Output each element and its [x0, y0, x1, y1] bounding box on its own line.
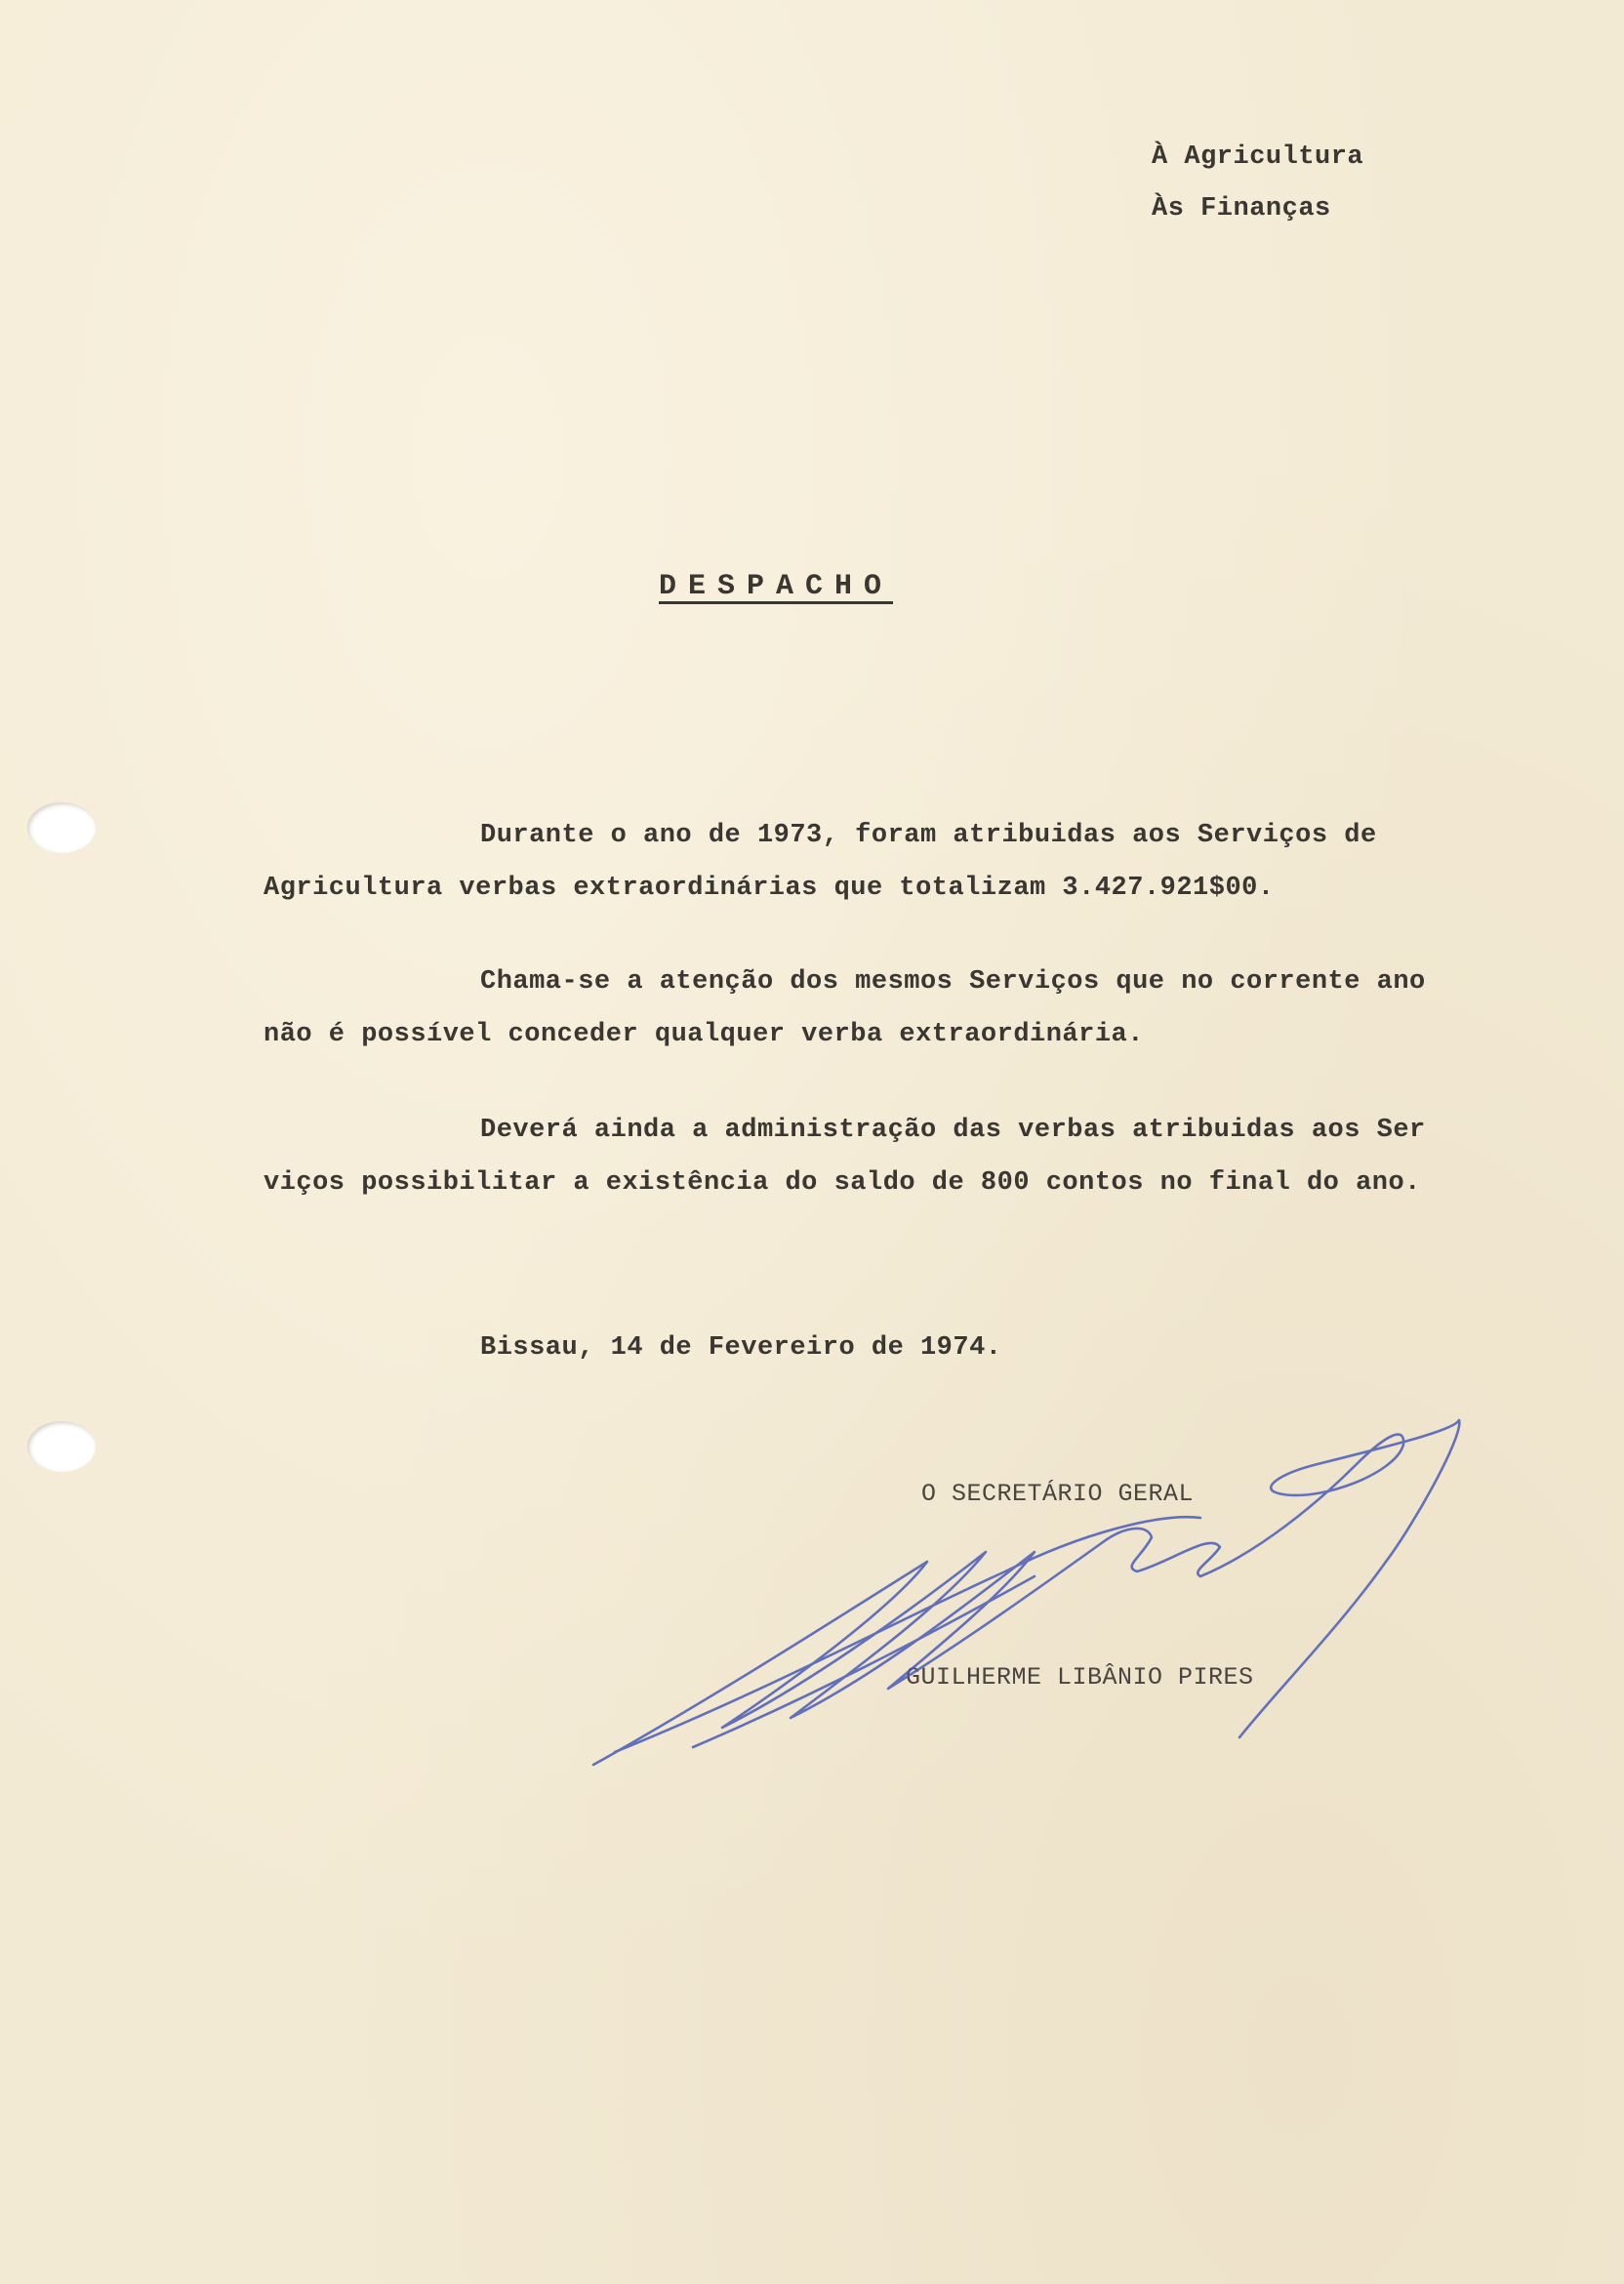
paragraph-2	[264, 969, 1513, 1048]
date-line: Bissau, 14 de Fevereiro de 1974.	[480, 1333, 1002, 1363]
punch-hole	[27, 802, 96, 853]
signatory-title: O SECRETÁRIO GERAL	[921, 1480, 1195, 1508]
paragraph-line: Agricultura verbas extraordinárias que totalizam 3.427.921$00.	[264, 874, 1275, 903]
document-title: DESPACHO	[659, 570, 894, 603]
punch-hole	[27, 1421, 96, 1472]
paragraph-line: viços possibilitar a existência do saldo de 800 contos no final do ano.	[264, 1168, 1421, 1198]
signatory-name: GUILHERME LIBÂNIO PIRES	[906, 1663, 1254, 1692]
handwritten-signature	[576, 1406, 1483, 1796]
paragraph-line: Durante o ano de 1973, foram atribuidas aos Serviços de	[480, 821, 1377, 850]
recipients-block	[1152, 144, 1363, 248]
recipient-finance: Às Finanças	[1152, 194, 1331, 224]
paragraph-line: Chama-se a atenção dos mesmos Serviços que no corrente ano	[480, 967, 1426, 997]
paragraph-1	[264, 823, 1513, 902]
paragraph-3	[264, 1118, 1513, 1197]
paragraph-line: não é possível conceder qualquer verba extraordinária.	[264, 1020, 1144, 1049]
recipient-agriculture: À Agricultura	[1152, 143, 1364, 172]
paragraph-line: Deverá ainda a administração das verbas atribuidas aos Ser	[480, 1116, 1426, 1145]
